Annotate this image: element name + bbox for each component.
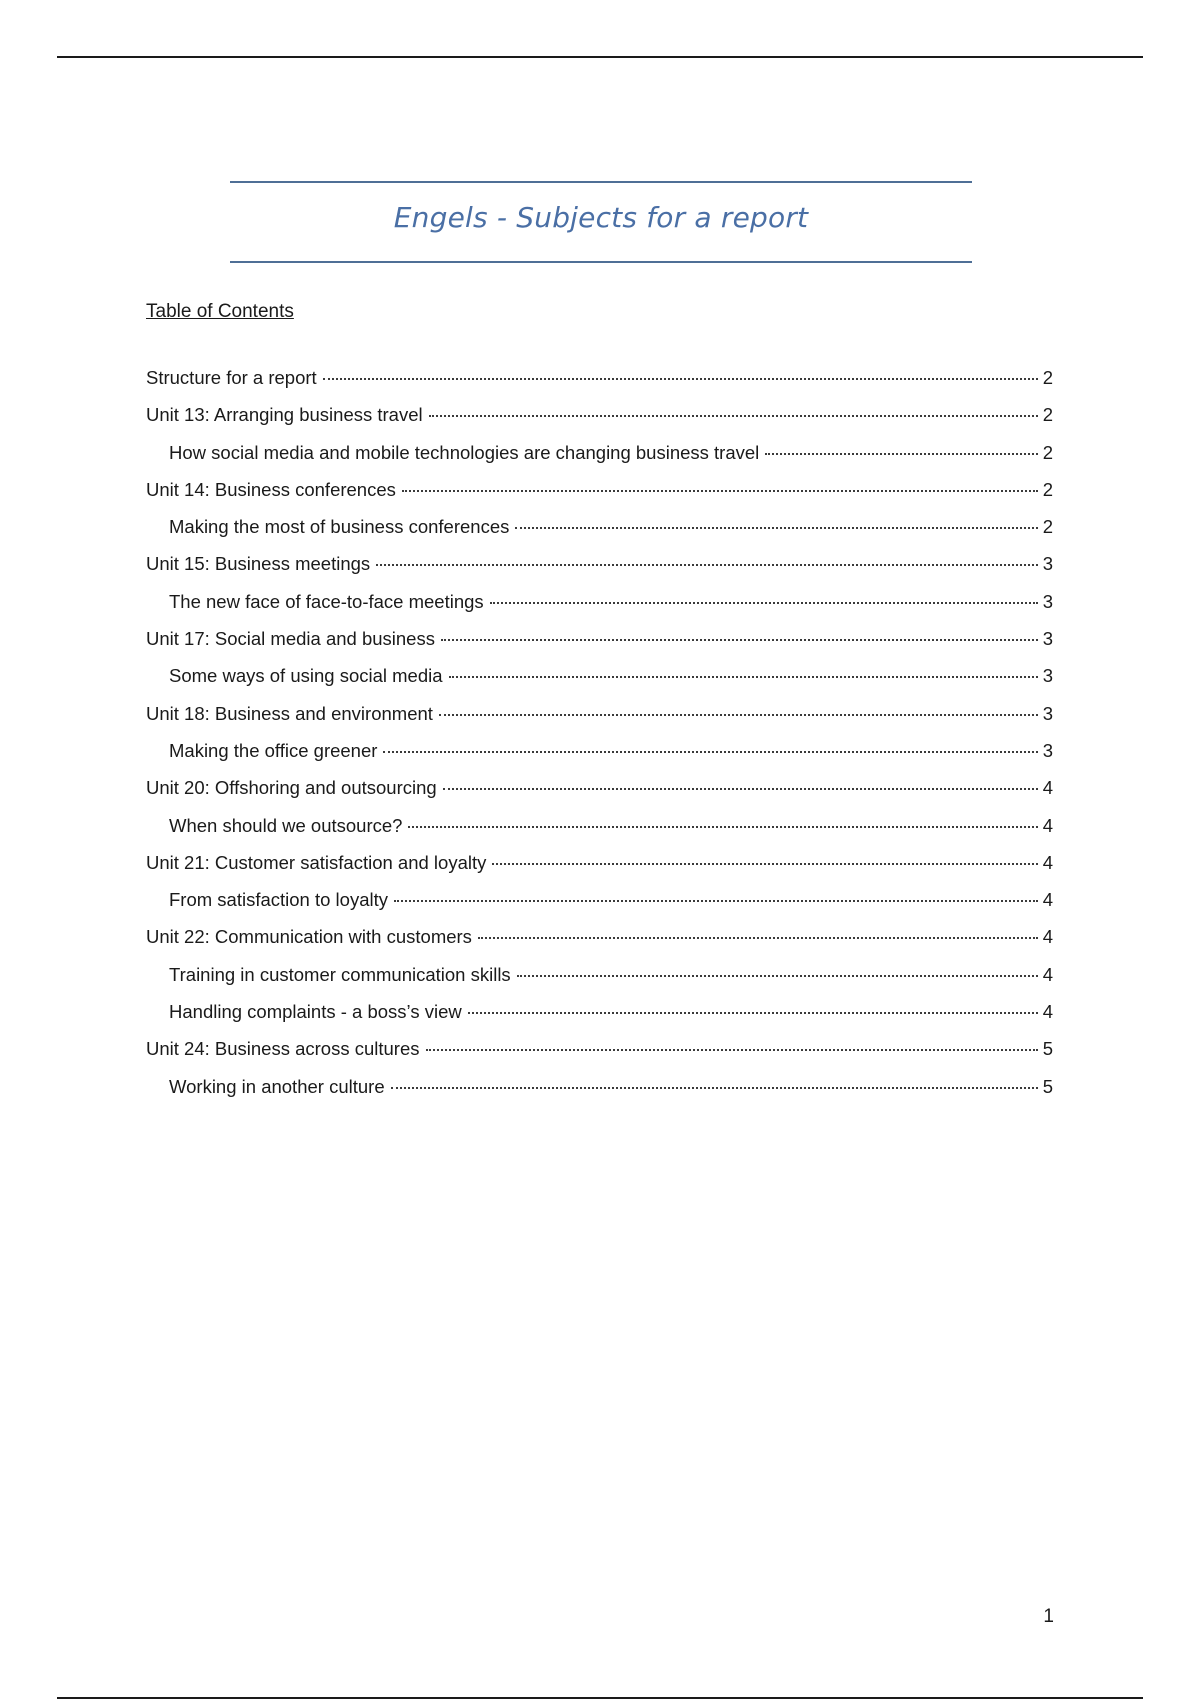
toc-entry[interactable]	[146, 925, 1053, 962]
toc-entry[interactable]	[146, 702, 1053, 739]
toc-entry-title: Training in customer communication skills	[169, 963, 511, 985]
toc-entry[interactable]	[146, 664, 1053, 701]
toc-entry[interactable]	[146, 403, 1053, 440]
toc-entry-title: Some ways of using social media	[169, 665, 443, 687]
toc-dot-leader	[517, 974, 1038, 977]
toc-entry-title: Unit 13: Arranging business travel	[146, 404, 423, 426]
toc-dot-leader	[402, 489, 1038, 492]
toc-dot-leader	[429, 414, 1038, 417]
toc-entry-title: Making the most of business conferences	[169, 516, 510, 538]
toc-entry-page: 4	[1042, 1001, 1053, 1023]
toc-entry-page: 4	[1042, 926, 1053, 948]
toc-heading: Table of Contents	[146, 301, 294, 322]
toc-dot-leader	[441, 638, 1038, 641]
toc-entry-page: 2	[1042, 367, 1053, 388]
toc-entry[interactable]	[146, 1075, 1053, 1112]
toc-entry[interactable]	[146, 441, 1053, 478]
title-bottom-rule	[230, 261, 972, 263]
toc-entry-title: The new face of face-to-face meetings	[169, 590, 484, 612]
toc-dot-leader	[426, 1048, 1038, 1051]
toc-entry-title: How social media and mobile technologies are changing business travel	[169, 441, 760, 463]
toc-dot-leader	[408, 825, 1038, 828]
toc-entry-page: 4	[1042, 889, 1053, 911]
toc-entry-page: 3	[1042, 739, 1053, 761]
toc-dot-leader	[765, 452, 1038, 455]
page-number: 1	[1043, 1606, 1054, 1627]
toc-entry-title: Unit 21: Customer satisfaction and loyalty	[146, 851, 487, 873]
toc-entry-page: 2	[1042, 441, 1053, 463]
toc-entry[interactable]	[146, 963, 1053, 1000]
toc-entry[interactable]	[146, 814, 1053, 851]
toc-entry[interactable]	[146, 478, 1053, 515]
toc-entry-title: Unit 24: Business across cultures	[146, 1038, 420, 1060]
toc-dot-leader	[449, 675, 1038, 678]
toc-entry-title: Handling complaints - a boss’s view	[169, 1001, 462, 1023]
toc-entry-title: When should we outsource?	[169, 814, 403, 836]
toc-dot-leader	[323, 377, 1038, 380]
toc-entry[interactable]	[146, 552, 1053, 589]
toc-dot-leader	[492, 862, 1038, 865]
document-title: Engels - Subjects for a report	[393, 201, 809, 234]
toc-entry[interactable]	[146, 1000, 1053, 1037]
toc-entry[interactable]	[146, 627, 1053, 664]
toc-entry-title: Unit 22: Communication with customers	[146, 926, 472, 948]
toc-entry-page: 4	[1042, 851, 1053, 873]
toc-entry-page: 4	[1042, 777, 1053, 799]
toc-dot-leader	[383, 750, 1038, 753]
toc-entry[interactable]	[146, 851, 1053, 888]
toc-entry[interactable]	[146, 739, 1053, 776]
toc-entry-page: 3	[1042, 590, 1053, 612]
toc-dot-leader	[490, 601, 1038, 604]
toc-entry[interactable]	[146, 1037, 1053, 1074]
toc-entry-page: 3	[1042, 553, 1053, 575]
toc-dot-leader	[468, 1011, 1038, 1014]
toc-entry-page: 3	[1042, 628, 1053, 650]
toc-entry-page: 3	[1042, 702, 1053, 724]
toc-entry-title: Structure for a report	[146, 367, 317, 388]
page-top-rule	[57, 56, 1143, 58]
title-block	[230, 181, 972, 263]
toc-entry-page: 4	[1042, 963, 1053, 985]
title-top-rule	[230, 181, 972, 183]
toc-entry-title: Unit 15: Business meetings	[146, 553, 371, 575]
toc-entry-title: Making the office greener	[169, 739, 378, 761]
toc-entry[interactable]	[146, 515, 1053, 552]
toc-entry-page: 3	[1042, 665, 1053, 687]
toc-entry[interactable]	[146, 590, 1053, 627]
toc-dot-leader	[515, 526, 1038, 529]
toc-entry-title: Unit 14: Business conferences	[146, 478, 396, 500]
toc-dot-leader	[439, 713, 1038, 716]
toc-entry[interactable]	[146, 888, 1053, 925]
toc-dot-leader	[394, 899, 1038, 902]
toc-dot-leader	[443, 787, 1038, 790]
toc-entry[interactable]	[146, 776, 1053, 813]
toc-entry-title: Unit 17: Social media and business	[146, 628, 435, 650]
toc-entry-page: 2	[1042, 516, 1053, 538]
page-bottom-rule	[57, 1697, 1143, 1699]
toc-dot-leader	[478, 936, 1038, 939]
toc-entry-page: 4	[1042, 814, 1053, 836]
toc-entry-page: 2	[1042, 478, 1053, 500]
toc-entry-title: Working in another culture	[169, 1075, 385, 1097]
toc-entry-page: 5	[1042, 1038, 1053, 1060]
toc-dot-leader	[376, 563, 1038, 566]
toc-entry-page: 5	[1042, 1075, 1053, 1097]
toc-dot-leader	[391, 1086, 1038, 1089]
toc-entry[interactable]	[146, 366, 1053, 403]
toc-entry-title: Unit 18: Business and environment	[146, 702, 433, 724]
table-of-contents	[146, 366, 1053, 1112]
toc-entry-title: From satisfaction to loyalty	[169, 889, 388, 911]
toc-entry-title: Unit 20: Offshoring and outsourcing	[146, 777, 437, 799]
toc-entry-page: 2	[1042, 404, 1053, 426]
